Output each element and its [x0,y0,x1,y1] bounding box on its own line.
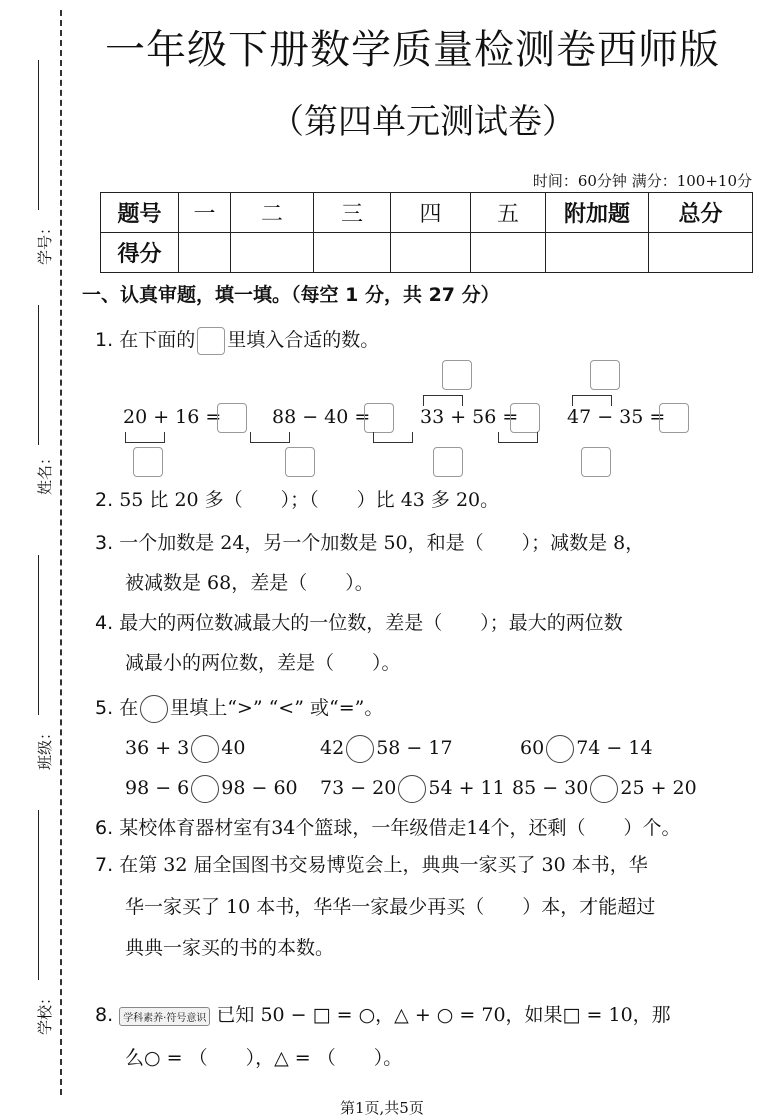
score-row-label: 得分 [101,233,179,273]
score-cell[interactable] [649,233,753,273]
header-cell: 五 [471,193,546,233]
binding-dashed-line [60,10,62,1095]
q1-text: 里填入合适的数。 [227,329,380,351]
name-label: 姓名： [36,449,55,496]
header-cell: 总分 [649,193,753,233]
answer-box[interactable] [590,360,620,390]
equation-4: 47 − 35 = [567,406,666,428]
answer-box[interactable] [433,447,463,477]
student-id-line [38,60,39,210]
section-1-heading: 一、认真审题，填一填。（每空 1 分，共 27 分） [82,284,500,306]
bracket [125,432,165,443]
skill-tag: 学科素养·符号意识 [119,1007,210,1026]
score-cell[interactable] [179,233,231,273]
bracket [423,395,463,406]
answer-box[interactable] [285,447,315,477]
q1-text: 在下面的 [119,329,196,351]
question-number: 7. [95,854,114,876]
score-cell[interactable] [471,233,546,273]
answer-box[interactable] [442,360,472,390]
q4-text-line2: 减最小的两位数，差是（ ）。 [125,652,401,674]
score-cell[interactable] [391,233,471,273]
bracket [498,432,538,443]
exam-meta: 时间：60分钟 满分：100+10分 [532,172,752,190]
question-6 [95,813,681,840]
compare-item: 42 58 − 17 [320,735,453,763]
q4-text: 最大的两位数减最大的一位数，差是（ ）；最大的两位数 [119,612,623,634]
compare-circle[interactable] [346,735,374,763]
score-cell[interactable] [314,233,391,273]
question-7 [95,850,648,877]
page-title: 一年级下册数学质量检测卷西师版 [105,27,720,73]
question-number: 2. [95,489,114,511]
header-cell: 二 [231,193,314,233]
compare-circle[interactable] [191,735,219,763]
q2-text: 55 比 20 多（ ）；（ ）比 43 多 20。 [119,489,500,511]
question-number: 6. [95,817,114,839]
score-table [100,192,753,273]
page-footer: 第1页,共5页 [340,1099,424,1117]
q7-text: 在第 32 届全国图书交易博览会上，典典一家买了 30 本书，华 [119,854,648,876]
class-label: 班级： [36,724,55,771]
header-cell: 附加题 [546,193,649,233]
student-id-label: 学号： [36,219,55,266]
q5-text: 在 [119,697,139,719]
question-2 [95,485,499,512]
bracket [250,432,290,443]
q3-text-line2: 被减数是 68，差是（ ）。 [125,572,374,594]
equation-1: 20 + 16 = [123,406,222,428]
circle-icon [140,695,168,723]
question-number: 8. [95,1004,114,1026]
question-number: 5. [95,697,114,719]
compare-circle[interactable] [398,775,426,803]
question-5 [95,693,383,723]
answer-box-icon [197,327,225,355]
question-8 [95,1000,671,1027]
answer-box[interactable] [364,403,394,433]
class-line [38,555,39,715]
compare-item: 73 − 20 54 + 11 [320,775,505,803]
question-4 [95,608,623,635]
q3-text: 一个加数是 24，另一个加数是 50，和是（ ）；减数是 8， [119,532,645,554]
question-number: 4. [95,612,114,634]
q7-text-line2: 华一家买了 10 本书，华华一家最少再买（ ）本，才能超过 [125,896,656,918]
question-number: 3. [95,532,114,554]
school-line [38,810,39,980]
q5-text: 里填上“>” “<” 或“=”。 [170,697,384,719]
bracket [572,395,612,406]
q8-text: 已知 50 − □ = ○，△ + ○ = 70，如果□ = 10，那 [216,1004,671,1026]
compare-circle[interactable] [191,775,219,803]
question-3 [95,528,644,555]
score-cell[interactable] [231,233,314,273]
compare-circle[interactable] [590,775,618,803]
question-number: 1. [95,329,114,351]
bracket [373,432,413,443]
compare-circle[interactable] [546,735,574,763]
name-line [38,305,39,445]
compare-item: 60 74 − 14 [520,735,653,763]
answer-box[interactable] [581,447,611,477]
school-label: 学校： [36,989,55,1036]
answer-box[interactable] [133,447,163,477]
answer-box[interactable] [510,403,540,433]
page-subtitle: （第四单元测试卷） [270,102,576,142]
equation-2: 88 − 40 = [272,406,371,428]
compare-item: 36 + 3 40 [125,735,245,763]
question-1 [95,325,379,355]
q7-text-line3: 典典一家买的书的本数。 [125,937,335,959]
answer-box[interactable] [217,403,247,433]
score-row [101,233,753,273]
compare-item: 85 − 30 25 + 20 [512,775,697,803]
header-cell: 四 [391,193,471,233]
q8-text-line2: 么○ = （ ），△ = （ ）。 [125,1047,403,1069]
header-cell: 题号 [101,193,179,233]
header-cell: 一 [179,193,231,233]
score-table-header [101,193,753,233]
header-cell: 三 [314,193,391,233]
answer-box[interactable] [659,403,689,433]
score-cell[interactable] [546,233,649,273]
compare-item: 98 − 6 98 − 60 [125,775,298,803]
q6-text: 某校体育器材室有34个篮球，一年级借走14个，还剩（ ）个。 [119,817,681,839]
equation-3: 33 + 56 = [420,406,519,428]
